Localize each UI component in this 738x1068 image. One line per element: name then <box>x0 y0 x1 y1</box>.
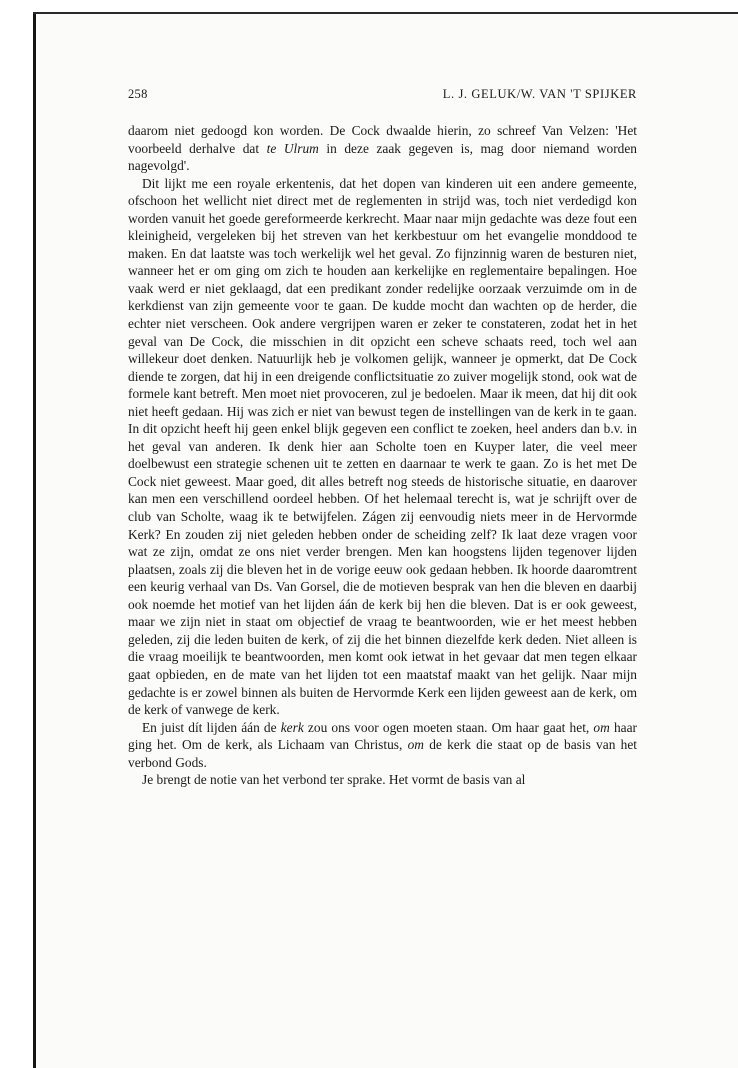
running-head <box>128 87 637 107</box>
text-segment: Je brengt de notie van het verbond ter sprake. Het vormt de basis van al <box>142 772 526 788</box>
italic-text: te Ulrum <box>266 140 319 156</box>
text-segment: Dit lijkt me een royale erkentenis, dat het dopen van kinderen uit een andere gemeente, ofschoon het wellicht niet direct met de reglementen in strijd was, toch niet verdedigd kon worden vanuit het goede gereformeerde kerkrecht. Maar naar mijn gedachte was deze fout een kleinigheid, vergeleken bij het streven van het kerkbestuur om het evangelie monddood te maken. En dat laatste was toch werkelijk wel het geval. Zo fijnzinnig waren de besturen niet, wanneer het er om ging om zich te houden aan kerkelijke en reglementaire bepalingen. Hoe vaak werd er niet geklaagd, dat een predikant zonder redelijke oorzaak verzuimde om in de kerkdienst van zijn gemeente voor te gaan. De kudde mocht dan wachten op de herder, die echter niet verscheen. Ook andere vergrijpen waren er zeker te constateren, zodat het in het geval van De Cock, die misschien in dit opzicht een scheve schaats reed, toch wel aan willekeur doet denken. Natuurlijk heb je volkomen gelijk, wanneer je opmerkt, dat De Cock diende te zorgen, dat hij in een dreigende conflictsituatie zo zuiver mogelijk stond, ook wat de formele kant betreft. Men moet niet provoceren, zul je bedoelen. Maar ik meen, dat hij dit ook niet heeft gedaan. Hij was zich er niet van bewust tegen de instellingen van de kerk in te gaan. In dit opzicht heeft hij geen enkel blijk gegeven een conflict te zoeken, heel anders dan b.v. in het geval van anderen. Ik denk hier aan Scholte toen en Kuyper later, die veel meer doelbewust een strategie schenen uit te zetten en daarnaar te werk te gaan. Zo is het met De Cock niet geweest. Maar goed, dit alles betreft nog steeds de historische situatie, en daarover kan men een verschillend oordeel hebben. Of het helemaal terecht is, wat je schrijft over de club van Scholte, waag ik te betwijfelen. Zágen zij eenvoudig niets meer in de Hervormde Kerk? En zouden zij niet geleden hebben onder de scheiding zelf? Ik laat deze vragen voor wat ze zijn, omdat ze ons niet verder brengen. Men kan hoogstens lijden tegenover lijden plaatsen, zoals zij die bleven het in de vorige eeuw ook gedaan hebben. Ik hoorde daaromtrent een keurig verhaal van Ds. Van Gorsel, die de motieven besprak van hen die bleven en daarbij ook noemde het motief van het lijden áán de kerk bij hen die bleven. Dat is er ook geweest, maar we zijn niet in staat om objectief de vraag te beantwoorden, wie er het meest hebben geleden, zij die leden buiten de kerk, of zij die het binnen diezelfde kerk deden. Niet alleen is die vraag moeilijk te beantwoorden, men komt ook ietwat in het gevaar dat men tegen elkaar gaat opbieden, en de mate van het lijden tot een maatstaf maakt van het gelijk. Naar mijn gedachte is er zowel binnen als buiten de Hervormde Kerk een lijden geweest aan de kerk, om de kerk of vanwege de kerk. <box>128 175 637 718</box>
text-segment: in deze zaak gegeven is, mag door niemand worden nagevolgd'. <box>128 140 638 174</box>
italic-text: kerk <box>280 719 304 735</box>
scan-margin <box>0 0 34 1068</box>
page-number: 258 <box>128 87 148 101</box>
paragraph <box>128 719 637 772</box>
text-segment: de kerk die staat op de basis van het verbond Gods. <box>128 737 637 770</box>
italic-text: om <box>407 737 424 753</box>
text-segment: haar ging het. Om de kerk, als Lichaam van Christus, <box>128 719 637 753</box>
text-segment: daarom niet gedoogd kon worden. De Cock dwaalde hierin, zo schreef Van Velzen: 'Het voorbeeld derhalve dat <box>128 123 637 156</box>
text-segment: En juist dít lijden áán de <box>142 719 281 735</box>
text-segment: zou ons voor ogen moeten staan. Om haar gaat het, <box>303 719 594 735</box>
italic-text: om <box>593 719 610 735</box>
scan-edge-top <box>33 12 738 14</box>
scan-edge-left <box>33 12 36 1068</box>
paragraph <box>128 771 637 789</box>
paragraph <box>128 175 637 719</box>
body-text <box>128 122 637 789</box>
paragraph <box>128 122 637 175</box>
running-head-authors: L. J. GELUK/W. VAN 'T SPIJKER <box>442 87 637 101</box>
